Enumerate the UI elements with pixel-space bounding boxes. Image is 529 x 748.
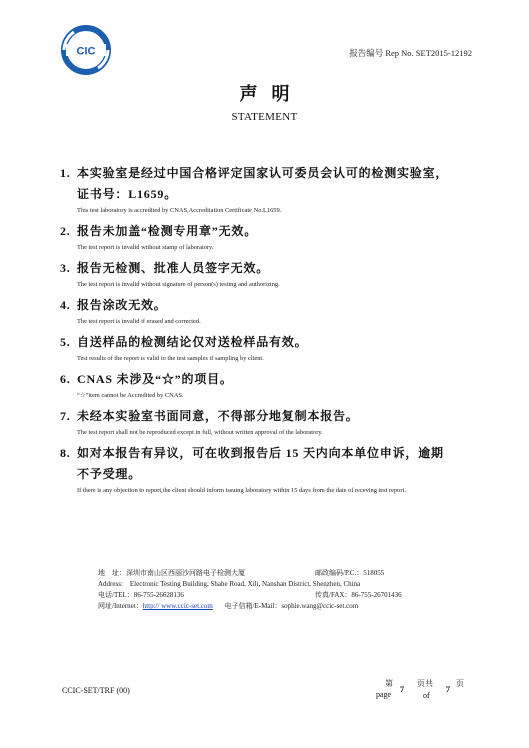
email: 电子信箱/E-Mail：sophie.wang@ccic-set.com: [224, 602, 359, 610]
item-text-zh: 报告涂改无效。: [77, 298, 167, 312]
logo-text: CIC: [76, 45, 96, 58]
item-text-zh: 自送样品的检测结论仅对送检样品有效。: [77, 335, 308, 349]
item-text-en: The test report shall not be reproduced except in full, without written approval of the laboratory.: [77, 429, 323, 436]
item-number: 3.: [60, 261, 71, 275]
page-title: 声明: [239, 84, 304, 104]
page-total-label: 页共: [417, 679, 433, 688]
total-pages: 7: [446, 685, 450, 694]
item-text-zh: 本实验室是经过中国合格评定国家认可委员会认可的检测实验室，证书号：L1659。: [77, 166, 449, 201]
statement-item: [60, 295, 450, 328]
address-en: Address: Electronic Testing Building, Shahe Road, Xili, Nanshan District, Shenzhen, China: [98, 580, 361, 588]
item-number: 2.: [60, 224, 71, 238]
item-text-en: Test results of the report is valid to the test samples if sampling by client.: [77, 355, 264, 362]
item-text-en: “☆”item cannot be Accredited by CNAS.: [77, 392, 184, 399]
ccic-logo: [60, 24, 112, 76]
statement-list: [60, 163, 450, 501]
internet-label: 网址/Internet：: [98, 602, 143, 610]
item-text-zh: 报告无检测、批准人员签字无效。: [77, 261, 270, 275]
item-text-en: The test report is invalid without stamp of laboratory.: [77, 244, 214, 251]
statement-item: [60, 258, 450, 291]
current-page: 7: [400, 685, 404, 694]
item-number: 5.: [60, 335, 71, 349]
item-text-en: The test report is invalid without signature of person(s) testing and authorizing.: [77, 281, 280, 288]
page-en-label: page: [376, 690, 392, 699]
page-ye-label: 页: [456, 679, 464, 688]
contact-info: [98, 568, 438, 612]
page-of-label: of: [423, 691, 430, 700]
statement-item: [60, 221, 450, 254]
page-subtitle: STATEMENT: [231, 111, 298, 123]
item-number: 7.: [60, 409, 71, 423]
item-number: 4.: [60, 298, 71, 312]
statement-item: [60, 163, 450, 217]
item-text-zh: 未经本实验室书面同意，不得部分地复制本报告。: [77, 409, 359, 423]
item-text-zh: CNAS 未涉及“☆”的项目。: [77, 372, 233, 386]
item-number: 1.: [60, 166, 71, 180]
statement-item: [60, 406, 450, 439]
fax: 传真/FAX：86-755-26701436: [315, 591, 402, 599]
page-di-label: 第: [385, 679, 393, 688]
statement-item: [60, 369, 450, 402]
statement-item: [60, 332, 450, 365]
item-text-en: If there is any objection to report,the client should inform issuing laboratory within 15 days from the date of receving test report.: [77, 487, 406, 494]
item-text-en: The test report is invalid if erased and corrected.: [77, 318, 201, 325]
telephone: 电话/TEL：86-755-26628136: [98, 591, 184, 599]
item-text-en: This test laboratory is accredited by CNAS,Accreditation Certificate No.L1659.: [77, 207, 282, 214]
report-number: 报告编号 Rep No. SET2015-12192: [349, 48, 472, 58]
statement-item: [60, 443, 450, 497]
item-text-zh: 报告未加盖“检测专用章”无效。: [77, 224, 258, 238]
item-text-zh: 如对本报告有异议，可在收到报告后 15 天内向本单位申诉，逾期不予受理。: [77, 446, 444, 481]
page-indicator: [370, 676, 470, 706]
item-number: 6.: [60, 372, 71, 386]
postcode: 邮政编码/P.C.：518055: [315, 569, 385, 577]
address-zh: 地 址：深圳市南山区西丽沙河路电子检测大厦: [98, 569, 245, 577]
form-code: CCIC-SET/TRF (00): [62, 686, 130, 695]
item-number: 8.: [60, 446, 71, 460]
website-link[interactable]: http:// www.ccic-set.com: [142, 602, 213, 610]
